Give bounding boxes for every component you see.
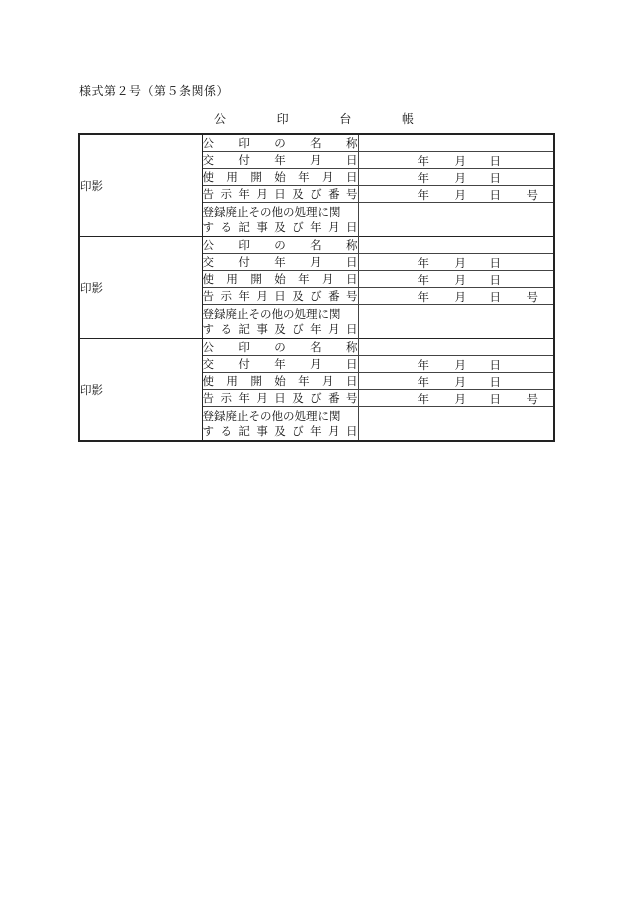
seal-impression-cell [79,134,202,237]
label-char: 公 [202,136,214,150]
day-unit: 日 [489,375,501,389]
table-row [79,134,554,152]
date-field [359,373,554,389]
label-char: 日 [346,255,358,269]
notice-date-label [202,390,358,407]
label-char: 日 [346,153,358,167]
day-unit: 日 [489,290,501,304]
record-label [202,305,358,339]
label-char: 開 [250,374,262,388]
label-char: る [220,321,232,336]
label-char: 月 [256,187,268,201]
label-char: 号 [346,187,358,201]
label-char: 公 [202,238,214,252]
year-unit: 年 [417,188,429,202]
seal-name-label [202,237,358,254]
label-char: び [292,321,304,336]
year-unit: 年 [417,290,429,304]
seal-name-value [358,237,554,254]
label-char: 番 [328,187,340,201]
label-char: 月 [310,255,322,269]
label-char: 付 [238,153,250,167]
label-char: 名 [310,238,322,252]
record-value [358,203,554,237]
label-char: 日 [345,170,358,184]
label-char: 開 [250,272,262,286]
label-char: び [310,289,322,303]
date-field [359,169,554,185]
label-char: 告 [202,391,214,405]
seal-impression-cell [79,237,202,339]
seal-name-value [358,134,554,152]
label-char: 付 [238,357,250,371]
month-unit: 月 [454,154,466,168]
label-char: の [274,238,286,252]
issue-date-value [358,254,554,271]
month-unit: 月 [454,188,466,202]
year-unit: 年 [417,171,429,185]
label-char: 日 [346,357,358,371]
label-char: 月 [256,289,268,303]
label-char: 印 [238,238,250,252]
label-char: 始 [274,170,286,184]
month-unit: 月 [454,290,466,304]
start-date-label [202,373,358,390]
label-char: び [310,187,322,201]
label-char: 及 [274,321,286,336]
label-char: 番 [328,289,340,303]
day-unit: 日 [489,273,501,287]
record-label-line1: 登録廃止その他の処理に関 [202,204,341,219]
label-char: 月 [328,321,340,336]
year-unit: 年 [417,273,429,287]
record-label [202,407,358,442]
notice-date-value [358,186,554,203]
seal-label: 印影 [80,178,103,193]
year-unit: 年 [417,358,429,372]
label-char: す [202,423,214,438]
label-char: 使 [202,170,214,184]
label-char: 称 [346,238,358,252]
label-char: る [220,423,232,438]
label-char: 及 [274,219,286,234]
label-char: 号 [346,289,358,303]
day-unit: 日 [489,256,501,270]
label-char: 公 [202,340,214,354]
seal-name-label [202,339,358,356]
label-char: 及 [274,423,286,438]
label-char: 事 [256,423,268,438]
issue-date-label [202,254,358,271]
day-unit: 日 [489,358,501,372]
seal-impression-cell [79,339,202,442]
label-char: 開 [250,170,262,184]
start-date-value [358,169,554,186]
label-char: 交 [202,153,214,167]
label-char: 号 [346,391,358,405]
label-char: 名 [310,340,322,354]
label-char: 及 [292,391,304,405]
label-char: 付 [238,255,250,269]
label-char: 始 [274,272,286,286]
label-char: 日 [346,321,358,336]
label-char: す [202,321,214,336]
month-unit: 月 [454,256,466,270]
label-char: 示 [220,289,232,303]
month-unit: 月 [454,273,466,287]
seal-label: 印影 [80,280,103,295]
day-unit: 日 [489,392,501,406]
date-field [359,288,554,304]
label-char: び [292,423,304,438]
label-char: 年 [298,374,310,388]
title-char: 台 [339,112,352,126]
label-char: 年 [274,357,286,371]
start-date-value [358,271,554,288]
label-char: 称 [346,340,358,354]
label-char: 告 [202,187,214,201]
label-char: の [274,340,286,354]
date-field [359,152,554,168]
label-char: 使 [202,272,214,286]
record-value [358,305,554,339]
label-char: 用 [226,272,238,286]
label-char: 印 [238,136,250,150]
label-char: 年 [310,321,322,336]
label-char: 日 [346,219,358,234]
label-char: 月 [322,272,334,286]
label-char: 月 [256,391,268,405]
seal-ledger-table [78,133,555,442]
label-char: 用 [226,374,238,388]
label-char: す [202,219,214,234]
label-char: 番 [328,391,340,405]
label-char: び [292,219,304,234]
year-unit: 年 [417,392,429,406]
label-char: 始 [274,374,286,388]
label-char: る [220,219,232,234]
title-char: 公 [214,112,227,126]
label-char: 使 [202,374,214,388]
label-char: 年 [310,219,322,234]
day-unit: 日 [489,188,501,202]
label-char: 用 [226,170,238,184]
label-char: 日 [346,423,358,438]
month-unit: 月 [454,358,466,372]
label-char: 示 [220,187,232,201]
record-label-line1: 登録廃止その他の処理に関 [202,408,341,423]
label-char: 日 [274,391,286,405]
label-char: 月 [310,153,322,167]
label-char: 年 [298,170,310,184]
date-field [359,356,554,372]
label-char: 記 [238,423,250,438]
seal-name-value [358,339,554,356]
title-char: 印 [276,112,289,126]
label-char: 年 [238,391,250,405]
issue-date-label [202,356,358,373]
month-unit: 月 [454,375,466,389]
date-field [359,271,554,287]
label-char: 年 [274,255,286,269]
title-char: 帳 [401,112,414,126]
notice-date-label [202,288,358,305]
date-field [359,390,554,406]
record-label-line1: 登録廃止その他の処理に関 [202,306,341,321]
label-char: 事 [256,321,268,336]
notice-date-label [202,186,358,203]
label-char: 名 [310,136,322,150]
label-char: 年 [238,289,250,303]
label-char: 示 [220,391,232,405]
notice-date-value [358,288,554,305]
label-char: 事 [256,219,268,234]
label-char: 交 [202,255,214,269]
label-char: 日 [274,289,286,303]
table-row [79,237,554,254]
number-unit: 号 [526,188,538,202]
year-unit: 年 [417,154,429,168]
label-char: 年 [238,187,250,201]
label-char: 年 [298,272,310,286]
label-char: 交 [202,357,214,371]
label-char: 日 [345,374,358,388]
record-label [202,203,358,237]
seal-name-label [202,134,358,152]
number-unit: 号 [526,290,538,304]
seal-label: 印影 [80,382,103,397]
label-char: 記 [238,321,250,336]
start-date-value [358,373,554,390]
year-unit: 年 [417,256,429,270]
label-char: 記 [238,219,250,234]
month-unit: 月 [454,392,466,406]
record-value [358,407,554,442]
start-date-label [202,271,358,288]
issue-date-value [358,356,554,373]
label-char: び [310,391,322,405]
month-unit: 月 [454,171,466,185]
year-unit: 年 [417,375,429,389]
label-char: 日 [345,272,358,286]
label-char: の [274,136,286,150]
day-unit: 日 [489,171,501,185]
document-title [214,110,414,127]
label-char: 月 [328,219,340,234]
label-char: 年 [274,153,286,167]
label-char: 月 [322,374,334,388]
label-char: 及 [292,187,304,201]
day-unit: 日 [489,154,501,168]
number-unit: 号 [526,392,538,406]
start-date-label [202,169,358,186]
label-char: 月 [328,423,340,438]
label-char: 月 [322,170,334,184]
notice-date-value [358,390,554,407]
label-char: 告 [202,289,214,303]
label-char: 年 [310,423,322,438]
label-char: 称 [346,136,358,150]
label-char: 日 [274,187,286,201]
label-char: 月 [310,357,322,371]
issue-date-label [202,152,358,169]
label-char: 及 [292,289,304,303]
date-field [359,254,554,270]
table-row [79,339,554,356]
date-field [359,186,554,202]
issue-date-value [358,152,554,169]
form-number: 様式第２号（第５条関係） [79,84,230,98]
label-char: 印 [238,340,250,354]
